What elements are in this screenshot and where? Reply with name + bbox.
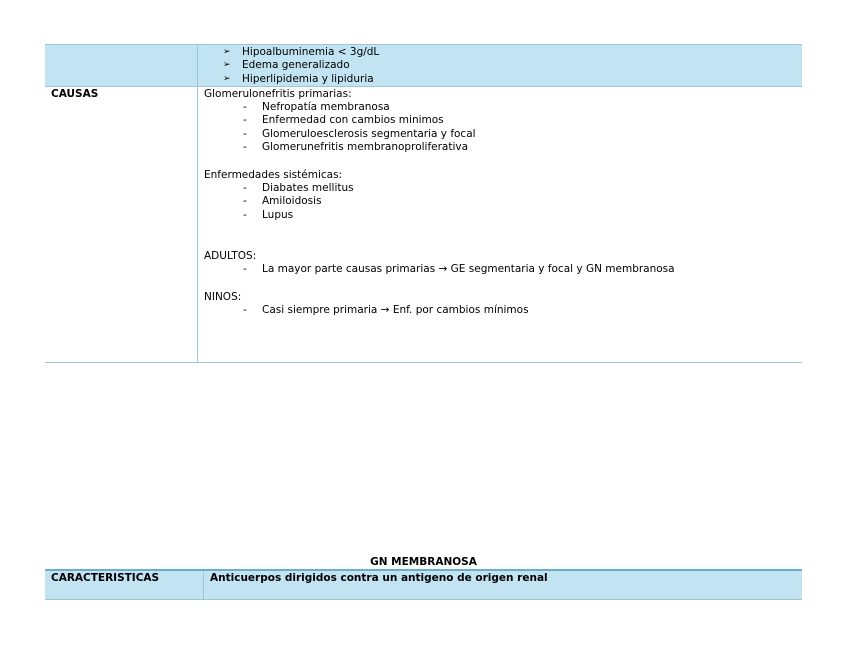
dash-bullet: - bbox=[243, 181, 247, 194]
causas-label: CAUSAS bbox=[45, 86, 198, 362]
table-row bbox=[45, 86, 802, 362]
list-item: ➢ Hiperlipidemia y lipiduria bbox=[223, 72, 374, 85]
list-item: - La mayor parte causas primarias → GE segmentaria y focal y GN membranosa bbox=[243, 263, 675, 276]
arrow-bullet-icon: ➢ bbox=[223, 60, 231, 71]
dash-bullet: - bbox=[243, 195, 247, 208]
dash-bullet: - bbox=[243, 303, 247, 316]
arrow-bullet-icon: ➢ bbox=[223, 47, 231, 57]
list-item: ➢ Hipoalbuminemia < 3g/dL bbox=[223, 46, 380, 58]
list-item: - Amiloidosis bbox=[243, 195, 322, 208]
ninos-header: NINOS: bbox=[204, 290, 242, 303]
list-item: - Casi siempre primaria → Enf. por cambios mínimos bbox=[243, 303, 529, 316]
primarias-list bbox=[204, 101, 802, 155]
adultos-header: ADULTOS: bbox=[204, 250, 257, 263]
table-row bbox=[45, 570, 802, 600]
table-row bbox=[45, 45, 802, 87]
dash-bullet: - bbox=[243, 114, 247, 127]
dash-bullet: - bbox=[243, 263, 247, 276]
list-item: - Nefropatía membranosa bbox=[243, 100, 390, 113]
list-item: - Enfermedad con cambios minimos bbox=[243, 114, 444, 127]
empty-label-cell bbox=[45, 45, 198, 87]
list-item: - Lupus bbox=[243, 208, 294, 221]
list-item: - Glomeruloesclerosis segmentaria y focal bbox=[243, 127, 476, 140]
content-table bbox=[45, 44, 802, 363]
clinical-features-cell bbox=[198, 45, 803, 87]
list-item: - Glomerunefritis membranoproliferativa bbox=[243, 141, 469, 154]
caracteristicas-label: CARACTERISTICAS bbox=[45, 570, 204, 600]
section-title: GN MEMBRANOSA bbox=[370, 556, 477, 568]
dash-bullet: - bbox=[243, 127, 247, 140]
list-item: - Diabates mellitus bbox=[243, 181, 354, 194]
caracteristicas-value: Anticuerpos dirigidos contra un antigeno de origen renal bbox=[204, 570, 803, 600]
ninos-list bbox=[204, 304, 802, 318]
dash-bullet: - bbox=[243, 141, 247, 154]
arrow-bullet-icon: ➢ bbox=[223, 73, 231, 84]
causas-content bbox=[198, 86, 803, 362]
sistemicas-header: Enfermedades sistémicas: bbox=[204, 168, 343, 181]
list-item: ➢ Edema generalizado bbox=[223, 59, 350, 72]
primarias-header: Glomerulonefritis primarias: bbox=[204, 87, 352, 100]
dash-bullet: - bbox=[243, 100, 247, 113]
features-list bbox=[204, 46, 802, 86]
sistemicas-list bbox=[204, 182, 802, 223]
dash-bullet: - bbox=[243, 208, 247, 221]
adultos-list bbox=[204, 263, 802, 277]
gn-membranosa-table bbox=[45, 569, 802, 600]
